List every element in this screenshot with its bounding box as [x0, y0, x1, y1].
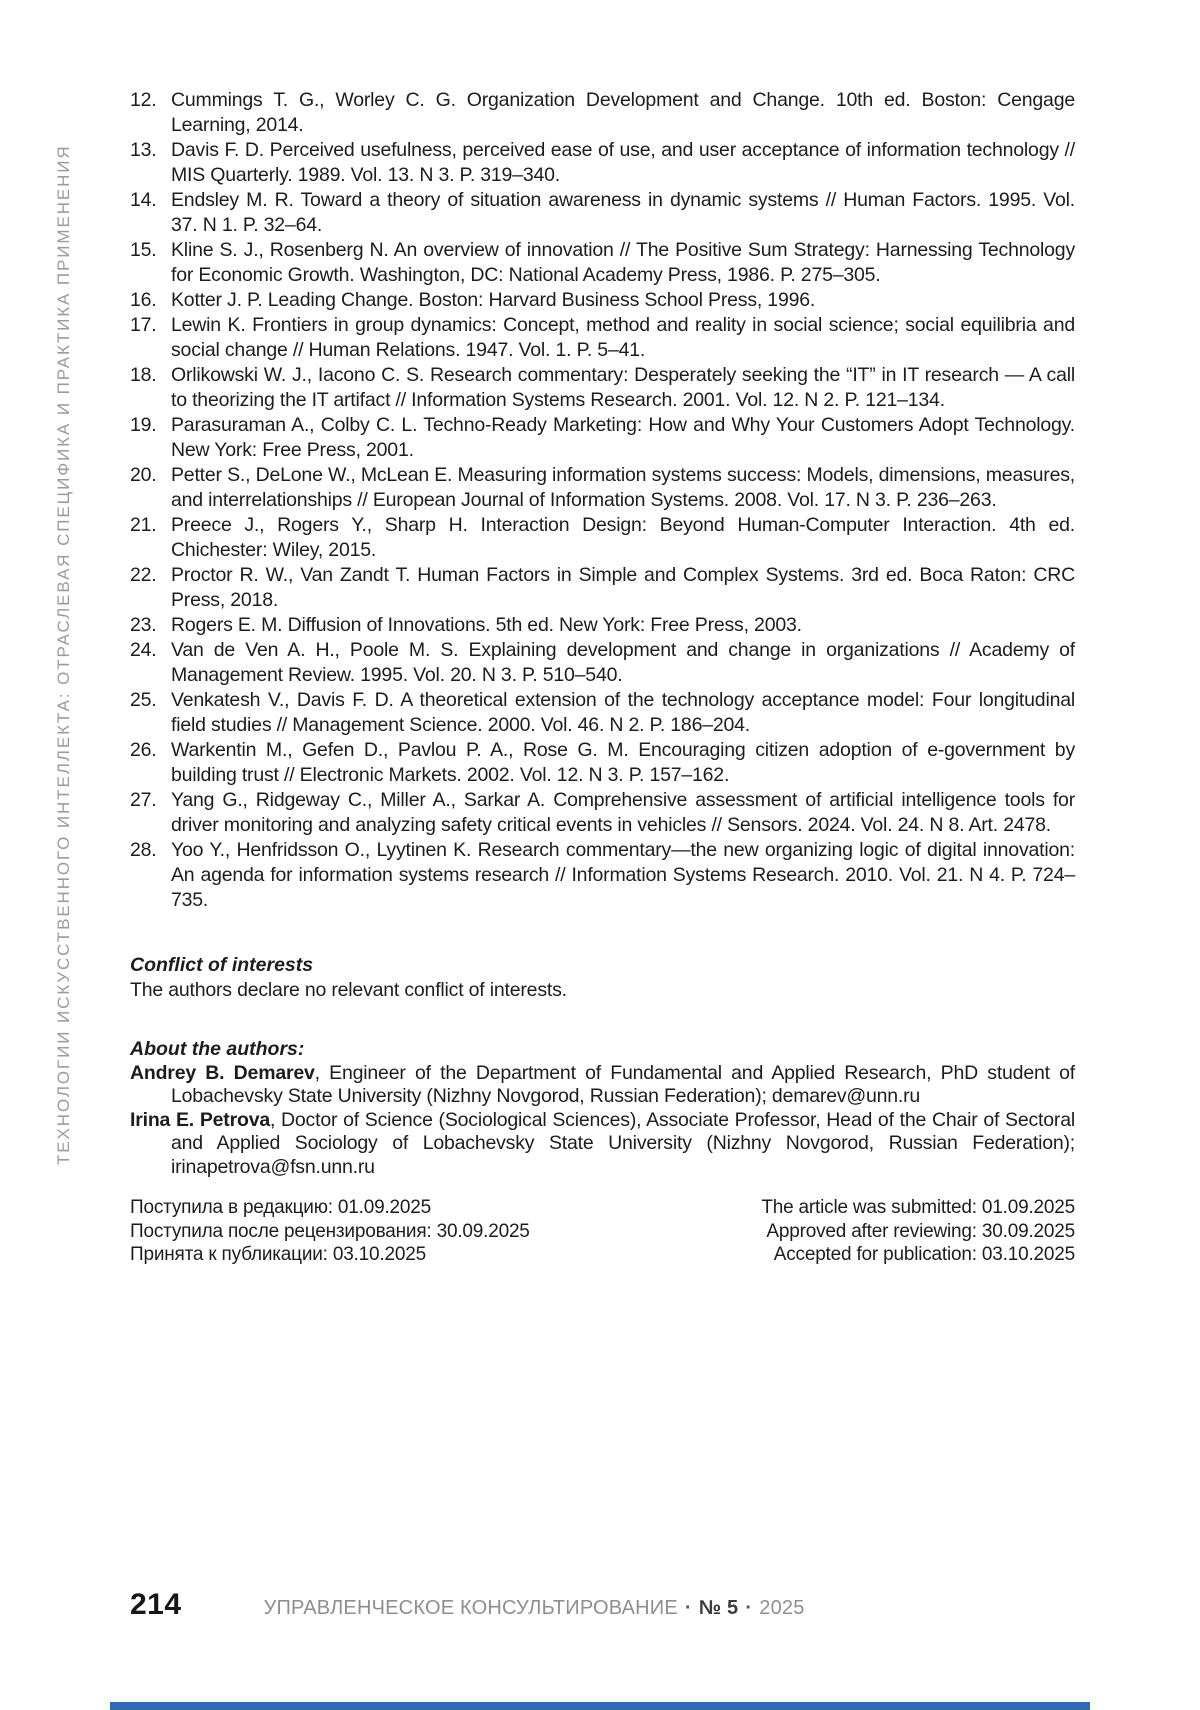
date-line: Поступила в редакцию: 01.09.2025 [130, 1197, 432, 1218]
date-line: The article was submitted: 01.09.2025 [761, 1197, 1075, 1218]
reference-text: Lewin K. Frontiers in group dynamics: Concept, method and reality in social science; social equilibria and social change // Human Relations. 1947. Vol. 1. P. 5–41. [171, 314, 1075, 361]
reference-text: Yoo Y., Henfridsson O., Lyytinen K. Research commentary—the new organizing logic of digital innovation: An agenda for information systems research // Information Systems Research. 2010. Vol. 21. N 4. P. 724–735. [171, 839, 1075, 911]
reference-item [130, 413, 1075, 463]
reference-item [130, 788, 1075, 838]
page-number: 214 [130, 1588, 182, 1621]
about-authors-section [130, 1038, 1075, 1179]
reference-text: Parasuraman A., Colby C. L. Techno-Ready Marketing: How and Why Your Customers Adopt Technology. New York: Free Press, 2001. [171, 414, 1075, 461]
author-details: , Engineer of the Department of Fundamental and Applied Research, PhD student of Lobachevsky State University (Nizhny Novgorod, Russian Federation); demarev@unn.ru [171, 1061, 1075, 1107]
author-name: Andrey B. Demarev [130, 1061, 315, 1084]
reference-number: 14. [130, 189, 157, 211]
reference-text: Kotter J. P. Leading Change. Boston: Harvard Business School Press, 1996. [171, 289, 816, 311]
reference-number: 20. [130, 464, 157, 486]
reference-item [130, 313, 1075, 363]
reference-item [130, 363, 1075, 413]
reference-item [130, 88, 1075, 138]
reference-number: 17. [130, 314, 157, 336]
author-bio [130, 1062, 1075, 1109]
reference-number: 27. [130, 789, 157, 811]
separator-dot: · [684, 1597, 692, 1619]
about-authors-heading: About the authors: [130, 1038, 305, 1060]
reference-text: Venkatesh V., Davis F. D. A theoretical extension of the technology acceptance model: Four longitudinal field studies // Management Science. 2000. Vol. 46. N 2. P. 186–204. [171, 689, 1075, 736]
reference-number: 15. [130, 239, 157, 261]
reference-number: 21. [130, 514, 157, 536]
submission-dates [130, 1196, 1075, 1267]
journal-footer-line [264, 1597, 805, 1620]
reference-text: Endsley M. R. Toward a theory of situation awareness in dynamic systems // Human Factors. 1995. Vol. 37. N 1. P. 32–64. [171, 189, 1075, 236]
date-line: Approved after reviewing: 30.09.2025 [766, 1220, 1075, 1242]
date-line: Accepted for publication: 03.10.2025 [773, 1244, 1075, 1265]
reference-item [130, 463, 1075, 513]
reference-text: Orlikowski W. J., Iacono C. S. Research commentary: Desperately seeking the “IT” in IT research — A call to theorizing the IT artifact // Information Systems Research. 2001. Vol. 12. N 2. P. 121–134. [171, 364, 1075, 411]
reference-text: Van de Ven A. H., Poole M. S. Explaining development and change in organizations // Academy of Management Review. 1995. Vol. 20. N 3. P. 510–540. [171, 639, 1075, 686]
page-content [130, 88, 1075, 1267]
submission-dates-ru [130, 1196, 530, 1267]
reference-text: Proctor R. W., Van Zandt T. Human Factors in Simple and Complex Systems. 3rd ed. Boca Raton: CRC Press, 2018. [171, 564, 1075, 611]
reference-text: Rogers E. M. Diffusion of Innovations. 5th ed. New York: Free Press, 2003. [171, 614, 802, 636]
reference-number: 13. [130, 139, 157, 161]
separator-dot: · [745, 1597, 753, 1619]
reference-text: Warkentin M., Gefen D., Pavlou P. A., Rose G. M. Encouraging citizen adoption of e-government by building trust // Electronic Markets. 2002. Vol. 12. N 3. P. 157–162. [171, 739, 1075, 786]
reference-number: 16. [130, 289, 157, 311]
reference-item [130, 288, 1075, 313]
reference-text: Yang G., Ridgeway C., Miller A., Sarkar A. Comprehensive assessment of artificial intelligence tools for driver monitoring and analyzing safety critical events in vehicles // Sensors. 2024. Vol. 24. N 8. Art. 2478. [171, 789, 1075, 836]
author-bio [130, 1109, 1075, 1180]
author-name: Irina E. Petrova [130, 1108, 270, 1131]
reference-number: 18. [130, 364, 157, 386]
reference-item [130, 238, 1075, 288]
author-details: , Doctor of Science (Sociological Sciences), Associate Professor, Head of the Chair of Sectoral and Applied Sociology of Lobachevsky State University (Nizhny Novgorod, Russian Federation); irinapetrova@fsn.unn.ru [171, 1108, 1075, 1178]
page-footer [130, 1588, 1075, 1622]
reference-text: Kline S. J., Rosenberg N. An overview of innovation // The Positive Sum Strategy: Harnessing Technology for Economic Growth. Washington, DC: National Academy Press, 1986. P. 275–305. [171, 239, 1075, 286]
issue-year: 2025 [759, 1597, 805, 1619]
reference-item [130, 613, 1075, 638]
conflict-statement: The authors declare no relevant conflict of interests. [130, 979, 567, 1001]
reference-number: 12. [130, 89, 157, 111]
reference-text: Petter S., DeLone W., McLean E. Measuring information systems success: Models, dimensions, measures, and interrelationships // European Journal of Information Systems. 2008. Vol. 17. N 3. P. 236–263. [171, 464, 1075, 511]
bottom-accent-bar [110, 1702, 1090, 1710]
reference-number: 26. [130, 739, 157, 761]
conflict-heading: Conflict of interests [130, 954, 314, 976]
reference-item [130, 513, 1075, 563]
issue-number: № 5 [698, 1597, 739, 1619]
reference-number: 23. [130, 614, 157, 636]
conflict-of-interests-section [130, 953, 1075, 1003]
reference-item [130, 738, 1075, 788]
reference-item [130, 688, 1075, 738]
date-line: Поступила после рецензирования: 30.09.2025 [130, 1220, 530, 1242]
date-line: Принята к публикации: 03.10.2025 [130, 1244, 426, 1265]
reference-number: 22. [130, 564, 157, 586]
section-vertical-title: ТЕХНОЛОГИИ ИСКУССТВЕННОГО ИНТЕЛЛЕКТА: ОТРАСЛЕВАЯ СПЕЦИФИКА И ПРАКТИКА ПРИМЕНЕНИЯ [54, 144, 73, 1165]
reference-number: 28. [130, 839, 157, 861]
reference-text: Davis F. D. Perceived usefulness, perceived ease of use, and user acceptance of information technology // MIS Quarterly. 1989. Vol. 13. N 3. P. 319–340. [171, 139, 1075, 186]
journal-title: УПРАВЛЕНЧЕСКОЕ КОНСУЛЬТИРОВАНИЕ [263, 1597, 678, 1619]
reference-text: Preece J., Rogers Y., Sharp H. Interaction Design: Beyond Human-Computer Interaction. 4th ed. Chichester: Wiley, 2015. [171, 514, 1075, 561]
reference-item [130, 188, 1075, 238]
reference-item [130, 638, 1075, 688]
reference-item [130, 138, 1075, 188]
reference-number: 24. [130, 639, 157, 661]
reference-number: 25. [130, 689, 157, 711]
submission-dates-en [761, 1196, 1075, 1267]
reference-item [130, 563, 1075, 613]
reference-text: Cummings T. G., Worley C. G. Organization Development and Change. 10th ed. Boston: Cengage Learning, 2014. [171, 89, 1075, 136]
reference-list [130, 88, 1075, 913]
reference-item [130, 838, 1075, 913]
reference-number: 19. [130, 414, 157, 436]
